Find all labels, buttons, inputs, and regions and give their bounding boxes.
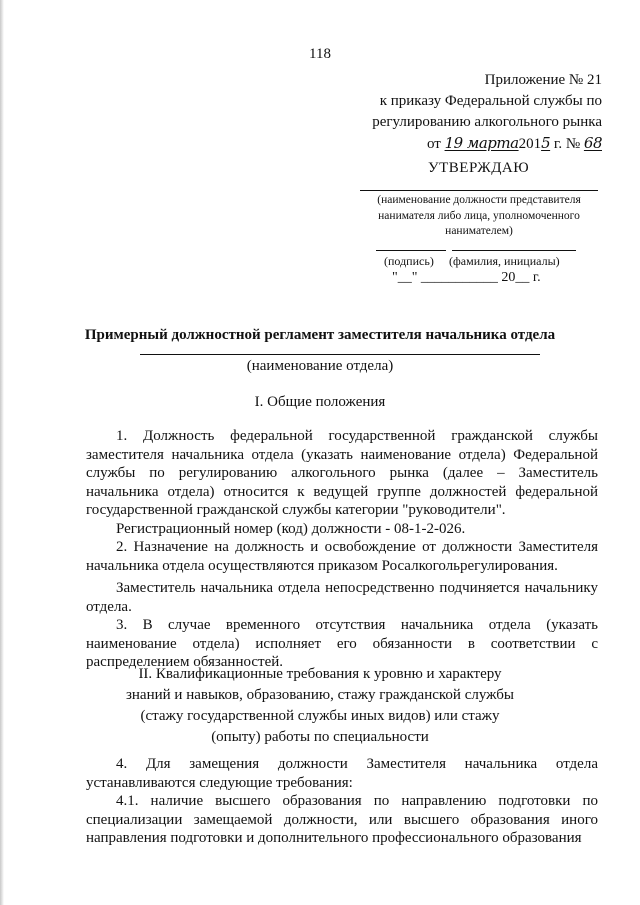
name-label: (фамилия, инициалы)	[449, 254, 560, 268]
position-note: (наименование должности представителя нанимателя либо лица, уполномоченного нанимателем)	[377, 194, 581, 237]
approval-date-line: "__" ___________ 20__ г.	[392, 270, 541, 285]
paragraph-4-1: 4.1. наличие высшего образования по направлению подготовки по специализации замещаемой должности, или высшего образования иного направления подготовки и дополнительного профессионального образования	[86, 793, 598, 846]
paragraph-3: 3. В случае временного отсутствия начальника отдела (указать наименование отдела) исполняет его обязанности в соответствии с распределением обязанностей.	[86, 617, 598, 670]
handwritten-order-number: 68	[583, 134, 602, 152]
scan-edge-shadow	[0, 0, 4, 905]
section-2-heading-line-1: II. Квалификационные требования к уровню и характеру	[138, 666, 502, 682]
paragraph-subordination: Заместитель начальника отдела непосредственно подчиняется начальнику отдела.	[86, 580, 598, 615]
appendix-line-1: Приложение № 21	[484, 72, 602, 88]
paragraph-reg-number: Регистрационный номер (код) должности - 08-1-2-026.	[116, 520, 466, 537]
paragraph-1: 1. Должность федеральной государственной гражданской службы заместителя начальника отдела (указать наименование отдела) Федеральной службы по регулированию алкогольного рынка (далее – Заместитель начальника отдела) относится к ведущей группе должностей федеральной государственной гражданской службы категории "руководители".	[86, 428, 598, 518]
appendix-line-3: регулированию алкогольного рынка	[372, 114, 602, 130]
appendix-line-2: к приказу Федеральной службы по	[379, 93, 602, 109]
department-blank-line	[140, 354, 540, 355]
paragraph-2: 2. Назначение на должность и освобождение от должности Заместителя начальника отдела осуществляются приказом Росалкогольрегулирования.	[86, 539, 598, 574]
appendix-block	[302, 70, 602, 155]
section-1-body	[86, 427, 598, 672]
date-prefix: от	[426, 136, 441, 152]
handwritten-year-digit: 5	[541, 134, 551, 152]
section-2-heading-line-4: (опыту) работы по специальности	[211, 729, 429, 745]
page-number: 118	[309, 46, 331, 62]
appendix-date-line	[302, 133, 602, 155]
signature-label: (подпись)	[384, 254, 434, 268]
section-2-heading	[0, 664, 640, 748]
section-2-heading-line-2: знаний и навыков, образованию, стажу гражданской службы	[125, 687, 515, 703]
approval-heading: УТВЕРЖДАЮ	[428, 160, 530, 176]
section-2-body	[86, 755, 598, 848]
date-year-prefix: 201	[518, 136, 542, 152]
handwritten-date: 19 марта	[444, 134, 519, 152]
name-blank-line	[452, 250, 576, 251]
section-1-heading: I. Общие положения	[254, 394, 386, 410]
document-title: Примерный должностной регламент заместителя начальника отдела	[84, 327, 556, 343]
section-2-heading-line-3: (стажу государственной службы иных видов) или стажу	[140, 708, 500, 724]
paragraph-4: 4. Для замещения должности Заместителя начальника отдела устанавливаются следующие требования:	[86, 756, 598, 791]
department-note: (наименование отдела)	[246, 358, 394, 374]
signature-blank-line	[376, 250, 446, 251]
date-year-suffix: г. №	[553, 136, 581, 152]
position-blank-line	[360, 190, 598, 191]
